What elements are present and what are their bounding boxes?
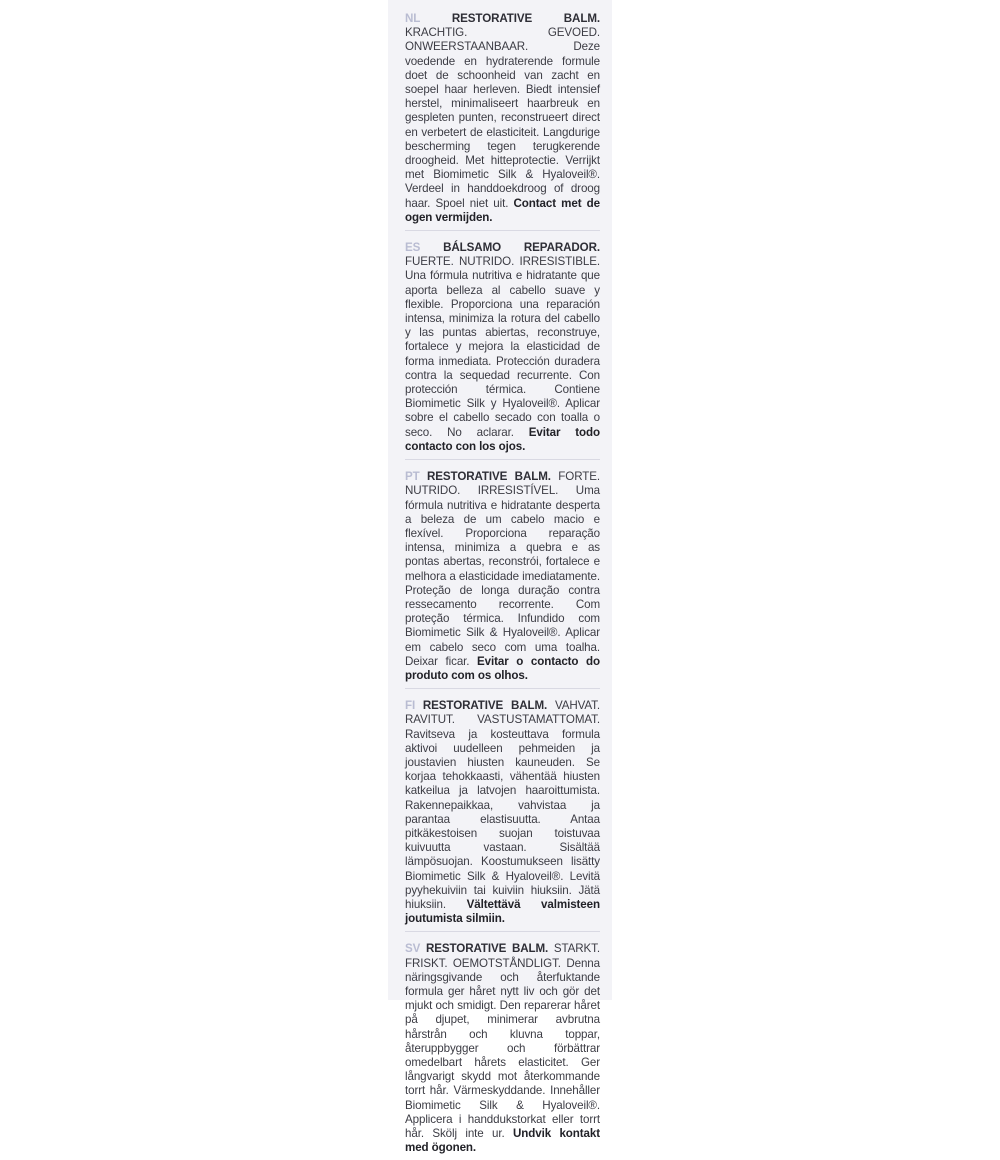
section-nl [405, 0, 600, 231]
warning: Contact met de ogen vermijden. [405, 196, 600, 224]
warning: Undvik kontakt med ögonen. [405, 1127, 600, 1155]
section-text [405, 942, 600, 1155]
description: VAHVAT. RAVITUT. VASTUSTAMATTOMAT. Ravitseva ja kosteuttava formula aktivoi uudelleen pehmeiden ja joustavien hiusten kauneuden. Se korjaa tehokkaasti, vähentää hiusten katkeilua ja latvojen haaroittumista. Rakennepaikkaa, vahvistaa ja parantaa elastisuutta. Antaa pitkäkestoisen suojan toistuvaa kuivuutta vastaan. Sisältää lämpösuojan. Koostumukseen lisätty Biomimetic Silk & Hyaloveil®. Levitä pyyhekuiviin tai kuiviin hiuksiin. Jätä hiuksiin. [405, 699, 600, 911]
product-title: RESTORATIVE BALM. [425, 942, 549, 956]
description: STARKT. FRISKT. OEMOTSTÅNDLIGT. Denna näringsgivande och återfuktande formula ger håret nytt liv och gör det mjukt och smidigt. Den reparerar håret på djupet, minimerar avbrutna hårstrån och kluvna toppar, återuppbygger och förbättrar omedelbart hårets elasticitet. Ger långvarigt skydd mot återkommande torrt hår. Värmeskyddande. Innehåller Biomimetic Silk & Hyaloveil®. Applicera i handdukstorkat eller torrt hår. Skölj inte ur. [405, 942, 600, 1141]
section-text [405, 241, 600, 454]
warning: Evitar todo contacto con los ojos. [405, 425, 600, 453]
product-title: RESTORATIVE BALM. [427, 470, 551, 484]
section-fi [405, 689, 600, 932]
section-es [405, 231, 600, 460]
language-code: ES [405, 241, 421, 255]
section-pt [405, 460, 600, 689]
description: KRACHTIG. GEVOED. ONWEERSTAANBAAR. Deze voedende en hydraterende formule doet de schoonheid van zacht en soepel haar herleven. Biedt intensief herstel, minimaliseert haarbreuk en gespleten punten, reconstrueert direct en verbetert de elasticiteit. Langdurige bescherming tegen terugkerende droogheid. Met hitteprotectie. Verrijkt met Biomimetic Silk & Hyaloveil®. Verdeel in handdoekdroog of droog haar. Spoel niet uit. [405, 26, 600, 210]
section-text [405, 12, 600, 225]
language-code: SV [405, 942, 421, 956]
section-sv [405, 932, 600, 1160]
product-title: BÁLSAMO REPARADOR. [443, 241, 600, 255]
description: FUERTE. NUTRIDO. IRRESISTIBLE. Una fórmula nutritiva e hidratante que aporta belleza al cabello suave y flexible. Proporciona una reparación intensa, minimiza la rotura del cabello y las puntas abiertas, reconstruye, fortalece y mejora la elasticidad de forma inmediata. Protección duradera contra la sequedad recurrente. Con protección térmica. Contiene Biomimetic Silk y Hyaloveil®. Aplicar sobre el cabello secado con toalla o seco. No aclarar. [405, 255, 600, 439]
warning: Evitar o contacto do produto com os olhos. [405, 654, 600, 682]
description: FORTE. NUTRIDO. IRRESISTÍVEL. Uma fórmula nutritiva e hidratante desperta a beleza de um cabelo macio e flexível. Proporciona reparação intensa, minimiza a quebra e as pontas abertas, reconstrói, fortalece e melhora a elasticidade imediatamente. Proteção de longa duração contra ressecamento recorrente. Com proteção térmica. Infundido com Biomimetic Silk & Hyaloveil®. Aplicar em cabelo seco com uma toalha. Deixar ficar. [405, 470, 600, 668]
warning: Vältettävä valmisteen joutumista silmiin. [405, 897, 600, 926]
label-strip [388, 0, 612, 1155]
language-code: FI [405, 699, 416, 713]
language-code: NL [405, 12, 421, 25]
product-title: RESTORATIVE BALM. [451, 12, 600, 25]
section-text [405, 470, 600, 683]
language-code: PT [405, 470, 420, 484]
product-title: RESTORATIVE BALM. [422, 699, 548, 713]
section-text [405, 699, 600, 926]
